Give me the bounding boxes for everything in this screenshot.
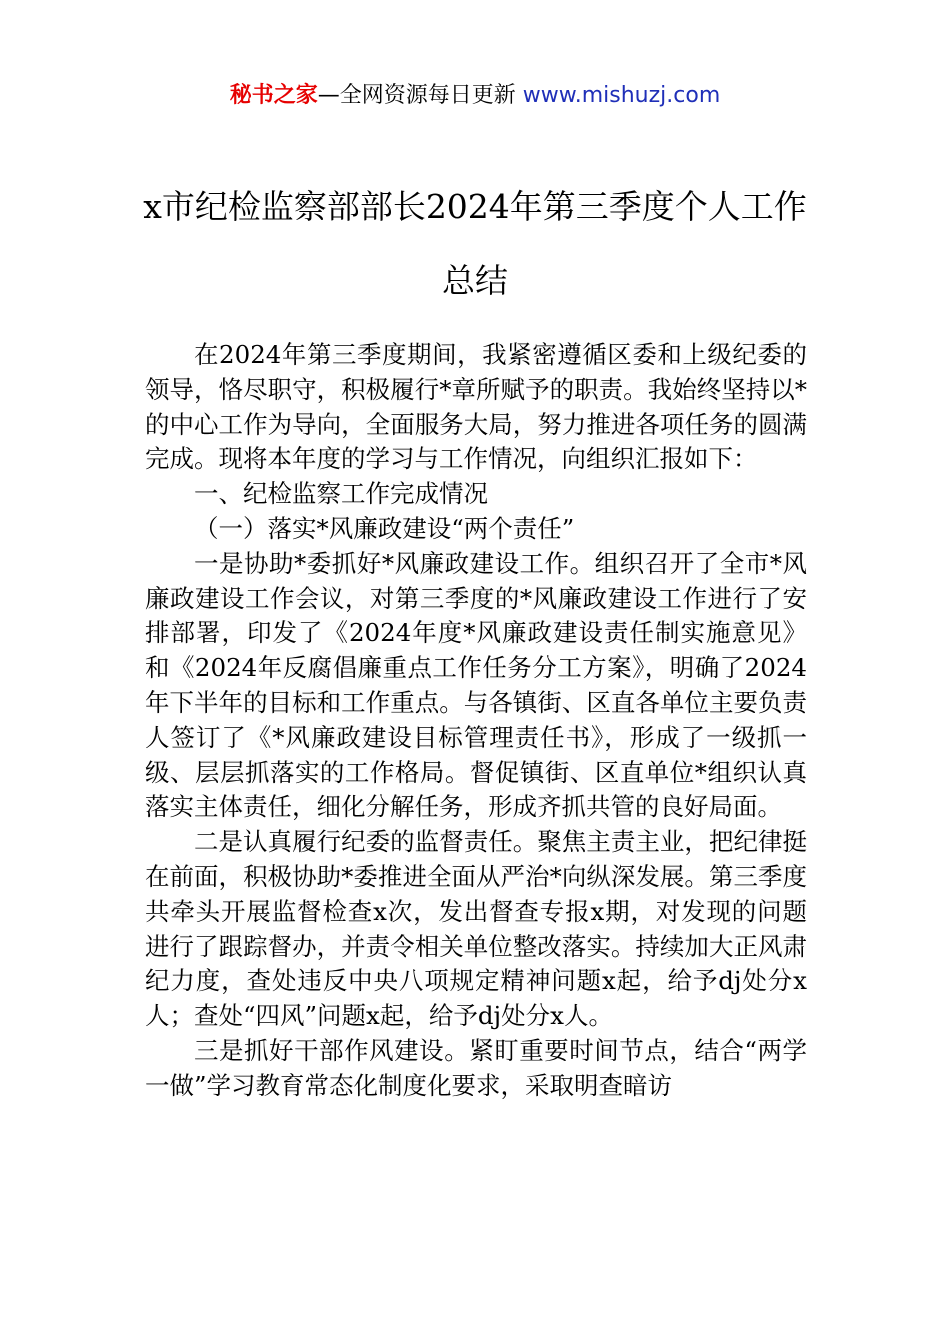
subsection-heading: （一）落实*风廉政建设“两个责任” <box>194 513 575 543</box>
site-url-link[interactable]: www.mishuzj.com <box>522 83 721 108</box>
intro-paragraph: 在2024年第三季度期间，我紧密遵循区委和上级纪委的领导，恪尽职守，积极履行*章所赋予的职责。我始终坚持以*的中心工作为导向，全面服务大局，努力推进各项任务的圆满完成。现将本年度的学习与工作情况，向组织汇报如下： <box>145 340 807 474</box>
section-heading: 一、纪检监察工作完成情况 <box>194 479 488 509</box>
document-body <box>145 338 807 1104</box>
body-paragraph: 三是抓好干部作风建设。紧盯重要时间节点，结合“两学一做”学习教育常态化制度化要求，采取明查暗访 <box>145 1035 807 1100</box>
document-title: x市纪检监察部部长2024年第三季度个人工作总结 <box>143 187 807 300</box>
body-paragraph: 二是认真履行纪委的监督责任。聚焦主责主业，把纪律挺在前面，积极协助*委推进全面从严治*向纵深发展。第三季度共牵头开展监督检查x次，发出督查专报x期，对发现的问题进行了跟踪督办，并责令相关单位整改落实。持续加大正风肃纪力度，查处违反中央八项规定精神问题x起，给予dj处分x人；查处“四风”问题x起，给予dj处分x人。 <box>145 827 807 1031</box>
site-tagline: —全网资源每日更新 <box>317 83 523 108</box>
site-brand: 秘书之家 <box>229 83 318 108</box>
body-paragraph: 一是协助*委抓好*风廉政建设工作。组织召开了全市*风廉政建设工作会议，对第三季度的*风廉政建设工作进行了安排部署，印发了《2024年度*风廉政建设责任制实施意见》和《2024年反腐倡廉重点工作任务分工方案》，明确了2024年下半年的目标和工作重点。与各镇街、区直各单位主要负责人签订了《*风廉政建设目标管理责任书》，形成了一级抓一级、层层抓落实的工作格局。督促镇街、区直单位*组织认真落实主体责任，细化分解任务，形成齐抓共管的良好局面。 <box>145 548 807 822</box>
site-header <box>0 80 950 112</box>
